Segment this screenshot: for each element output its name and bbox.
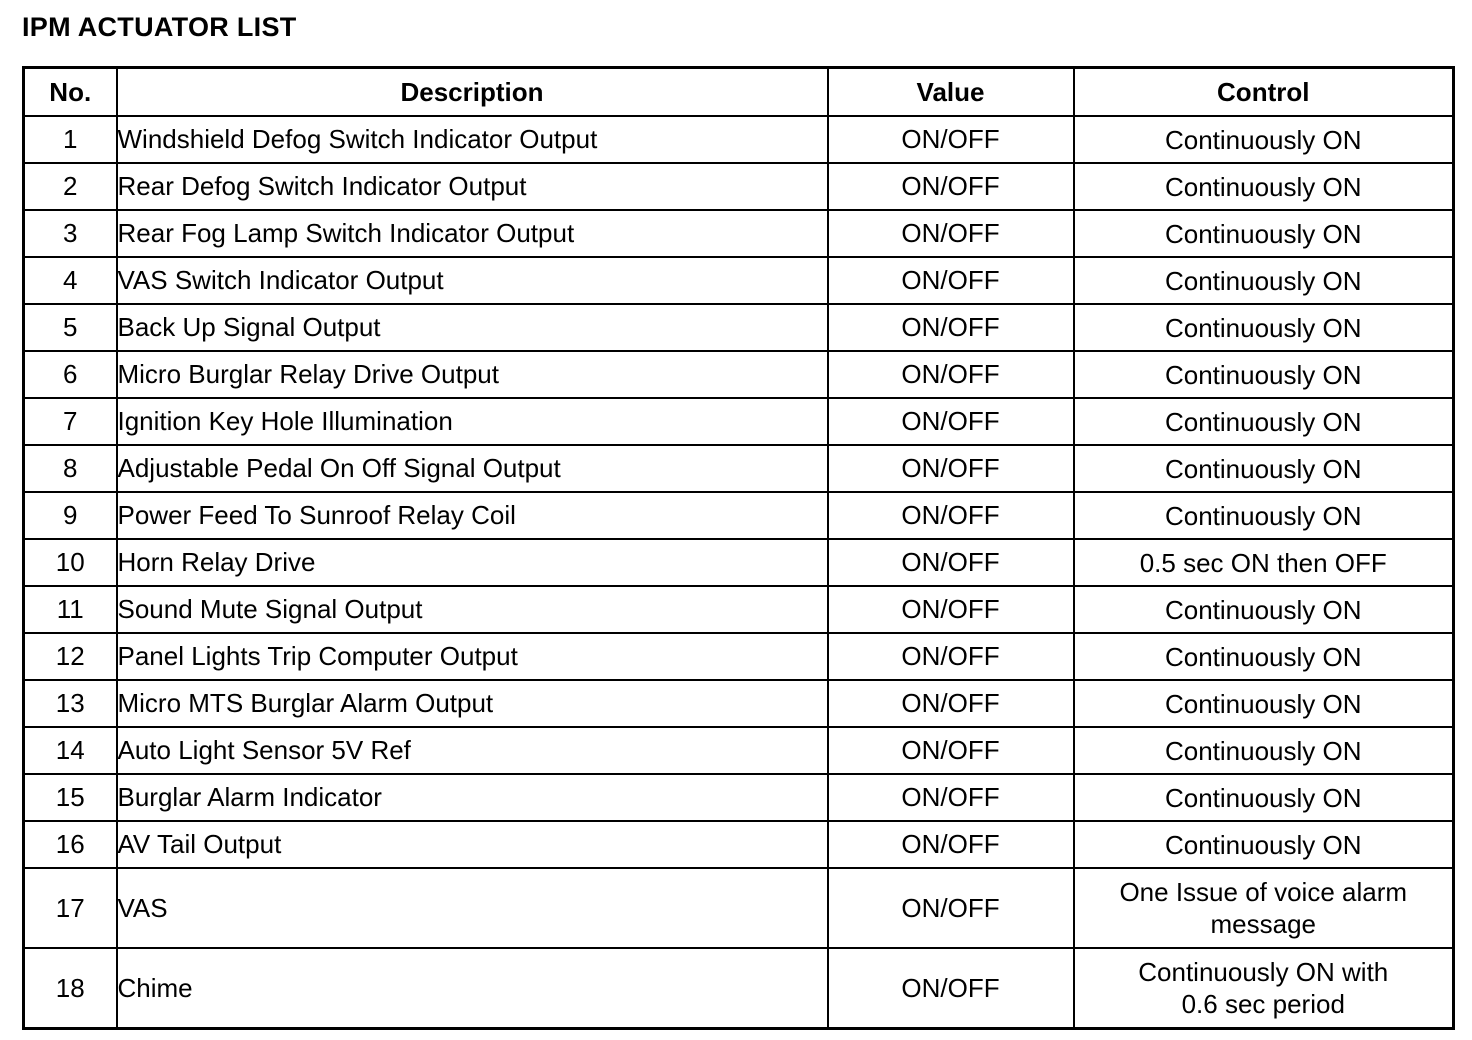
value-cell: ON/OFF bbox=[828, 304, 1074, 351]
row-number-cell: 11 bbox=[24, 586, 117, 633]
table-header-row bbox=[24, 68, 1454, 117]
row-number-cell: 16 bbox=[24, 821, 117, 868]
row-number-cell: 13 bbox=[24, 680, 117, 727]
control-text-line: Continuously ON bbox=[1164, 735, 1362, 766]
value-cell: ON/OFF bbox=[828, 116, 1074, 163]
value-cell: ON/OFF bbox=[828, 633, 1074, 680]
description-cell: Back Up Signal Output bbox=[117, 304, 828, 351]
row-number-cell: 15 bbox=[24, 774, 117, 821]
control-text-line: Continuously ON bbox=[1164, 829, 1362, 860]
table-row bbox=[24, 163, 1454, 210]
table-row bbox=[24, 948, 1454, 1029]
value-cell: ON/OFF bbox=[828, 492, 1074, 539]
table-row bbox=[24, 680, 1454, 727]
actuator-table bbox=[22, 66, 1455, 1030]
row-number-cell: 9 bbox=[24, 492, 117, 539]
row-number-cell: 4 bbox=[24, 257, 117, 304]
control-cell bbox=[1074, 539, 1454, 586]
table-row bbox=[24, 304, 1454, 351]
control-cell bbox=[1074, 210, 1454, 257]
value-cell: ON/OFF bbox=[828, 774, 1074, 821]
table-row bbox=[24, 257, 1454, 304]
description-cell: Power Feed To Sunroof Relay Coil bbox=[117, 492, 828, 539]
description-cell: Adjustable Pedal On Off Signal Output bbox=[117, 445, 828, 492]
control-text-line: Continuously ON bbox=[1164, 312, 1362, 343]
value-cell: ON/OFF bbox=[828, 868, 1074, 948]
table-row bbox=[24, 633, 1454, 680]
description-cell: Sound Mute Signal Output bbox=[117, 586, 828, 633]
control-text-line: One Issue of voice alarm bbox=[1119, 877, 1408, 907]
description-cell: Ignition Key Hole Illumination bbox=[117, 398, 828, 445]
control-text-line: Continuously ON with bbox=[1138, 957, 1389, 987]
control-text-line: message bbox=[1210, 909, 1316, 939]
value-cell: ON/OFF bbox=[828, 445, 1074, 492]
control-cell bbox=[1074, 116, 1454, 163]
value-cell: ON/OFF bbox=[828, 680, 1074, 727]
value-cell: ON/OFF bbox=[828, 163, 1074, 210]
value-cell: ON/OFF bbox=[828, 821, 1074, 868]
value-cell: ON/OFF bbox=[828, 398, 1074, 445]
row-number-cell: 12 bbox=[24, 633, 117, 680]
description-cell: Windshield Defog Switch Indicator Output bbox=[117, 116, 828, 163]
description-cell: Burglar Alarm Indicator bbox=[117, 774, 828, 821]
table-body bbox=[24, 116, 1454, 1029]
control-text-line: 0.6 sec period bbox=[1181, 989, 1345, 1019]
description-cell: Rear Defog Switch Indicator Output bbox=[117, 163, 828, 210]
table-row bbox=[24, 821, 1454, 868]
control-text-line: Continuously ON bbox=[1164, 453, 1362, 484]
row-number-cell: 8 bbox=[24, 445, 117, 492]
control-text-line: Continuously ON bbox=[1164, 265, 1362, 296]
control-text-line: Continuously ON bbox=[1164, 124, 1362, 155]
page-title: IPM ACTUATOR LIST bbox=[22, 12, 297, 42]
table-row bbox=[24, 727, 1454, 774]
control-cell bbox=[1074, 257, 1454, 304]
value-cell: ON/OFF bbox=[828, 948, 1074, 1029]
control-cell bbox=[1074, 586, 1454, 633]
description-cell: Rear Fog Lamp Switch Indicator Output bbox=[117, 210, 828, 257]
row-number-cell: 10 bbox=[24, 539, 117, 586]
table-row bbox=[24, 445, 1454, 492]
description-cell: Micro MTS Burglar Alarm Output bbox=[117, 680, 828, 727]
row-number-cell: 17 bbox=[24, 868, 117, 948]
control-text-line: 0.5 sec ON then OFF bbox=[1139, 547, 1387, 578]
value-cell: ON/OFF bbox=[828, 586, 1074, 633]
row-number-cell: 7 bbox=[24, 398, 117, 445]
control-text-line: Continuously ON bbox=[1164, 406, 1362, 437]
column-header-no: No. bbox=[24, 68, 117, 117]
control-cell bbox=[1074, 821, 1454, 868]
table-row bbox=[24, 586, 1454, 633]
control-text-line: Continuously ON bbox=[1164, 688, 1362, 719]
column-header-control: Control bbox=[1074, 68, 1454, 117]
table-row bbox=[24, 539, 1454, 586]
control-text-line: Continuously ON bbox=[1164, 218, 1362, 249]
description-cell: Chime bbox=[117, 948, 828, 1029]
control-text-line: Continuously ON bbox=[1164, 594, 1362, 625]
row-number-cell: 5 bbox=[24, 304, 117, 351]
value-cell: ON/OFF bbox=[828, 727, 1074, 774]
control-text-line: Continuously ON bbox=[1164, 500, 1362, 531]
control-cell bbox=[1074, 680, 1454, 727]
description-cell: Auto Light Sensor 5V Ref bbox=[117, 727, 828, 774]
control-cell bbox=[1074, 492, 1454, 539]
control-cell bbox=[1074, 868, 1454, 948]
table-row bbox=[24, 116, 1454, 163]
value-cell: ON/OFF bbox=[828, 351, 1074, 398]
value-cell: ON/OFF bbox=[828, 257, 1074, 304]
description-cell: Micro Burglar Relay Drive Output bbox=[117, 351, 828, 398]
control-cell bbox=[1074, 163, 1454, 210]
table-row bbox=[24, 492, 1454, 539]
table-row bbox=[24, 398, 1454, 445]
control-cell bbox=[1074, 633, 1454, 680]
value-cell: ON/OFF bbox=[828, 539, 1074, 586]
control-text-line: Continuously ON bbox=[1164, 782, 1362, 813]
table-row bbox=[24, 210, 1454, 257]
description-cell: VAS Switch Indicator Output bbox=[117, 257, 828, 304]
description-cell: AV Tail Output bbox=[117, 821, 828, 868]
column-header-value: Value bbox=[828, 68, 1074, 117]
control-cell bbox=[1074, 445, 1454, 492]
control-text-line: Continuously ON bbox=[1164, 641, 1362, 672]
control-cell bbox=[1074, 948, 1454, 1029]
row-number-cell: 2 bbox=[24, 163, 117, 210]
table-row bbox=[24, 868, 1454, 948]
description-cell: Horn Relay Drive bbox=[117, 539, 828, 586]
row-number-cell: 1 bbox=[24, 116, 117, 163]
control-cell bbox=[1074, 304, 1454, 351]
description-cell: Panel Lights Trip Computer Output bbox=[117, 633, 828, 680]
control-cell bbox=[1074, 774, 1454, 821]
row-number-cell: 3 bbox=[24, 210, 117, 257]
control-cell bbox=[1074, 351, 1454, 398]
row-number-cell: 6 bbox=[24, 351, 117, 398]
control-cell bbox=[1074, 398, 1454, 445]
row-number-cell: 14 bbox=[24, 727, 117, 774]
table-row bbox=[24, 774, 1454, 821]
control-text-line: Continuously ON bbox=[1164, 359, 1362, 390]
column-header-description: Description bbox=[117, 68, 828, 117]
table-row bbox=[24, 351, 1454, 398]
description-cell: VAS bbox=[117, 868, 828, 948]
control-cell bbox=[1074, 727, 1454, 774]
value-cell: ON/OFF bbox=[828, 210, 1074, 257]
control-text-line: Continuously ON bbox=[1164, 171, 1362, 202]
row-number-cell: 18 bbox=[24, 948, 117, 1029]
